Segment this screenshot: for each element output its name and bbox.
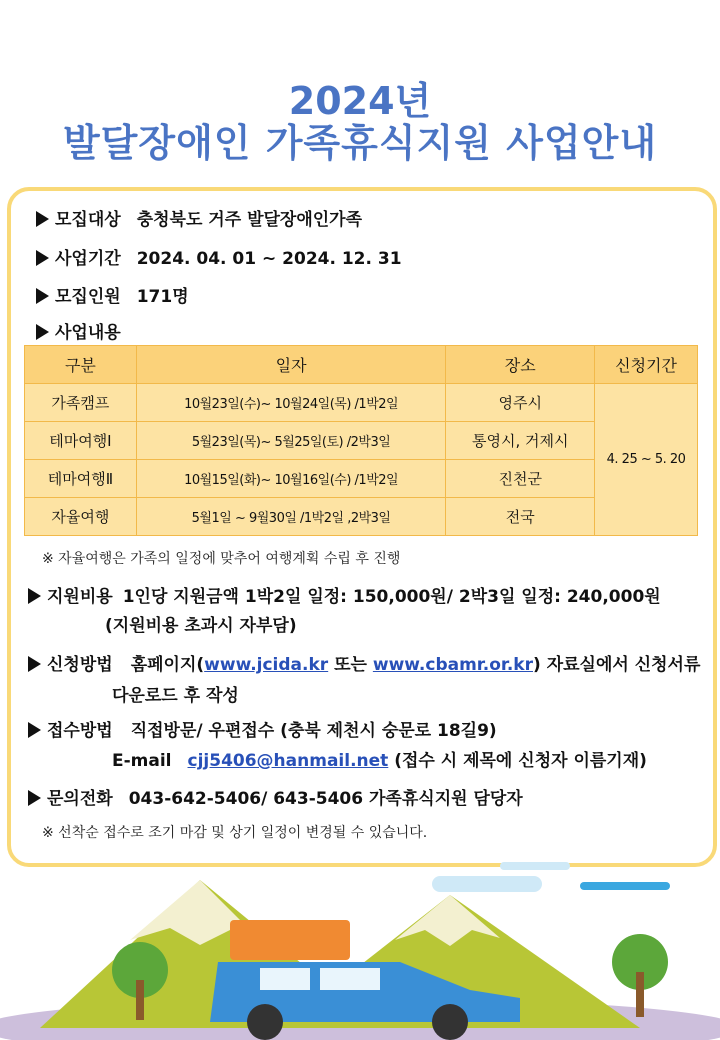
luggage-icon: [230, 920, 350, 960]
table-row: [25, 384, 698, 422]
cost-label: 지원비용: [47, 587, 113, 607]
info-value: 충청북도 거주 발달장애인가족: [136, 210, 363, 230]
apply-label: 신청방법: [47, 655, 113, 675]
apply-mid: 또는: [328, 655, 373, 675]
info-label: 모집인원: [55, 287, 121, 307]
email-link[interactable]: cjj5406@hanmail.net: [187, 751, 389, 771]
apply-line: [28, 650, 700, 675]
cell-place: 진천군: [446, 460, 595, 498]
cost-value: 1인당 지원금액 1박2일 일정: 150,000원/ 2박3일 일정: 240,000원: [122, 587, 661, 607]
info-label: 사업내용: [55, 323, 121, 343]
apply-line2: 다운로드 후 작성: [112, 686, 239, 706]
title-year: 2024년: [288, 79, 432, 123]
arrow-icon: [36, 288, 49, 304]
cell-apply-period: 4. 25 ~ 5. 20: [595, 384, 698, 536]
apply-pre: 홈페이지(: [130, 655, 205, 675]
link-cbamr[interactable]: www.cbamr.or.kr: [372, 655, 533, 675]
tree-right-trunk: [636, 972, 644, 1017]
info-label: 모집대상: [55, 210, 121, 230]
receipt-label: 접수방법: [47, 721, 113, 741]
contact-line: [28, 784, 523, 809]
note-free-travel: ※ 자율여행은 가족의 일정에 맞추어 여행계획 수립 후 진행: [42, 551, 401, 567]
info-recruit-target: [36, 205, 362, 230]
arrow-icon: [36, 250, 49, 266]
link-jcida[interactable]: www.jcida.kr: [204, 655, 329, 675]
cell-place: 통영시, 거제시: [446, 422, 595, 460]
contact-label: 문의전화: [47, 789, 113, 809]
info-label: 사업기간: [55, 249, 121, 269]
email-line: [112, 746, 647, 771]
car-window-2: [320, 968, 380, 990]
cell-type: 가족캠프: [25, 384, 137, 422]
apply-post: ) 자료실에서 신청서류: [533, 655, 701, 675]
note-deadline: ※ 선착순 접수로 조기 마감 및 상기 일정이 변경될 수 있습니다.: [42, 825, 428, 841]
arrow-icon: [28, 790, 41, 806]
cell-date: 5월1일 ~ 9월30일 /1박2일 ,2박3일: [136, 498, 446, 536]
cell-type: 테마여행Ⅰ: [25, 422, 137, 460]
arrow-icon: [28, 722, 41, 738]
cost-line2: (지원비용 초과시 자부담): [105, 616, 297, 636]
cell-type: 테마여행Ⅱ: [25, 460, 137, 498]
arrow-icon: [28, 588, 41, 604]
cloud-3: [500, 862, 570, 870]
email-label: E-mail: [112, 751, 172, 771]
cell-place: 전국: [446, 498, 595, 536]
receipt-line: [28, 716, 497, 741]
info-value: 171명: [136, 287, 189, 307]
info-value: 2024. 04. 01 ~ 2024. 12. 31: [136, 249, 402, 269]
cell-date: 10월15일(화)~ 10월16일(수) /1박2일: [136, 460, 446, 498]
cloud-2: [580, 882, 670, 890]
header-period: 신청기간: [595, 346, 698, 384]
cell-date: 5월23일(목)~ 5월25일(토) /2박3일: [136, 422, 446, 460]
arrow-icon: [36, 211, 49, 227]
car-window-1: [260, 968, 310, 990]
header-date: 일자: [136, 346, 446, 384]
info-count: [36, 282, 189, 307]
cell-place: 영주시: [446, 384, 595, 422]
travel-illustration: [0, 850, 720, 1040]
table-header-row: [25, 346, 698, 384]
info-period: [36, 244, 402, 269]
cloud-1: [432, 876, 542, 892]
cell-date: 10월23일(수)~ 10월24일(목) /1박2일: [136, 384, 446, 422]
cost-line: [28, 582, 661, 607]
contact-value: 043-642-5406/ 643-5406 가족휴식지원 담당자: [128, 789, 523, 809]
arrow-icon: [36, 324, 49, 340]
tree-left-trunk: [136, 980, 144, 1020]
title-main: 발달장애인 가족휴식지원 사업안내: [62, 121, 658, 165]
info-content: [36, 318, 121, 343]
cell-type: 자율여행: [25, 498, 137, 536]
email-note: (접수 시 제목에 신청자 이름기재): [388, 751, 647, 771]
receipt-value: 직접방문/ 우편접수 (충북 제천시 숭문로 18길9): [130, 721, 497, 741]
wheel-left: [247, 1004, 283, 1040]
arrow-icon: [28, 656, 41, 672]
wheel-right: [432, 1004, 468, 1040]
header-type: 구분: [25, 346, 137, 384]
schedule-table: [24, 345, 698, 536]
header-place: 장소: [446, 346, 595, 384]
